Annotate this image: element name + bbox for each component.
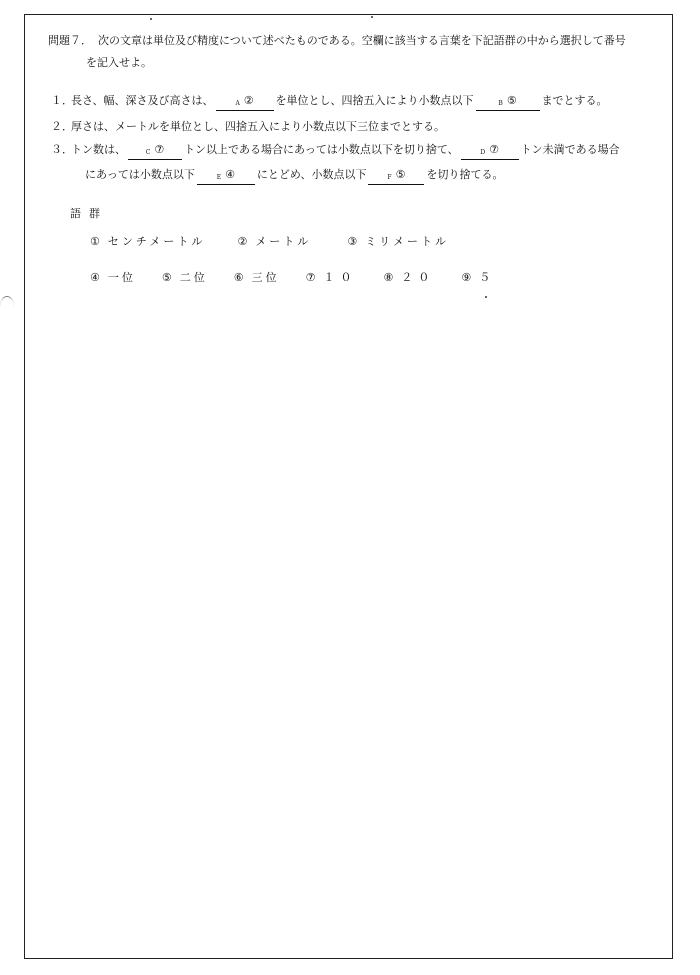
blank-f <box>368 169 424 185</box>
option-9 <box>461 271 493 285</box>
blank-d <box>461 144 519 160</box>
item-body: 厚さは、メートルを単位とし、四捨五入により小数点以下三位までとする。 <box>71 120 445 133</box>
option-text: １０ <box>323 271 358 284</box>
option-text: 三位 <box>251 271 280 284</box>
option-4 <box>90 271 136 285</box>
blank-c <box>128 144 182 160</box>
blank-letter: C <box>145 149 151 156</box>
option-3 <box>347 235 449 249</box>
option-number: ⑤ <box>161 271 172 284</box>
item-text: 長さ、幅、深さ及び高さは、 <box>71 94 214 107</box>
blank-a <box>216 95 274 111</box>
option-text: 二位 <box>179 271 208 284</box>
question-content <box>48 34 668 285</box>
word-bank-row-2 <box>90 271 668 285</box>
option-5 <box>162 271 208 285</box>
item-3-line2 <box>85 168 668 185</box>
item-list <box>48 94 668 185</box>
item-text: トン数は、 <box>71 143 126 156</box>
option-text: センチメートル <box>107 235 206 248</box>
item-text: までとする。 <box>541 94 608 107</box>
item-body <box>71 143 668 185</box>
option-number: ⑧ <box>383 271 394 284</box>
blank-letter: E <box>216 174 222 181</box>
blank-answer: ⑦ <box>489 143 500 156</box>
item-2 <box>48 120 668 134</box>
blank-letter: B <box>498 100 503 107</box>
item-text: を切り捨てる。 <box>426 168 504 181</box>
option-number: ⑥ <box>233 271 244 284</box>
blank-letter: F <box>387 174 392 181</box>
blank-e <box>197 169 255 185</box>
option-number: ⑦ <box>305 271 316 284</box>
item-number: ３． <box>51 143 73 156</box>
option-text: ２０ <box>401 271 436 284</box>
word-bank-title: 語群 <box>70 207 108 220</box>
option-7 <box>306 271 358 285</box>
scan-dot <box>150 18 152 20</box>
option-1 <box>90 235 205 249</box>
item-text: にあっては小数点以下 <box>85 168 195 181</box>
word-bank-row-1 <box>90 235 668 249</box>
item-3 <box>48 143 668 185</box>
option-text: ５ <box>479 271 494 284</box>
scan-mark <box>0 296 14 317</box>
item-text: トン以上である場合にあっては小数点以下を切り捨て、 <box>184 143 459 156</box>
option-number: ② <box>237 235 248 248</box>
blank-b <box>476 95 540 111</box>
item-text: を単位とし、四捨五入により小数点以下 <box>275 94 474 107</box>
blank-answer: ⑤ <box>395 168 406 181</box>
option-text: 一位 <box>107 271 136 284</box>
option-number: ③ <box>347 235 358 248</box>
scan-dot <box>371 16 373 18</box>
scan-dot <box>485 296 487 298</box>
question-label: 問題７． <box>48 34 92 47</box>
option-number: ④ <box>90 271 100 284</box>
question-text-line1: 次の文章は単位及び精度について述べたものである。空欄に該当する言葉を下記語群の中から選択して番号 <box>98 34 626 47</box>
option-2 <box>237 235 311 249</box>
blank-answer: ④ <box>225 168 236 181</box>
blank-answer: ② <box>243 94 254 107</box>
item-number: １． <box>51 94 73 107</box>
item-text: にとどめ、小数点以下 <box>256 168 367 181</box>
word-bank <box>70 207 668 285</box>
blank-answer: ⑦ <box>154 143 165 156</box>
blank-answer: ⑤ <box>506 94 517 107</box>
item-number: ２． <box>51 120 73 133</box>
item-1 <box>48 94 668 111</box>
question-text-line2: を記入せよ。 <box>86 56 152 69</box>
question-header <box>48 34 668 48</box>
blank-letter: D <box>480 149 486 156</box>
option-6 <box>234 271 280 285</box>
blank-letter: A <box>235 100 240 107</box>
item-text: トン未満である場合 <box>520 143 620 156</box>
item-body <box>71 94 668 111</box>
option-number: ⑨ <box>461 271 472 284</box>
option-number: ① <box>90 235 100 248</box>
option-text: ミリメートル <box>365 235 449 248</box>
option-text: メートル <box>255 235 312 248</box>
option-8 <box>384 271 436 285</box>
